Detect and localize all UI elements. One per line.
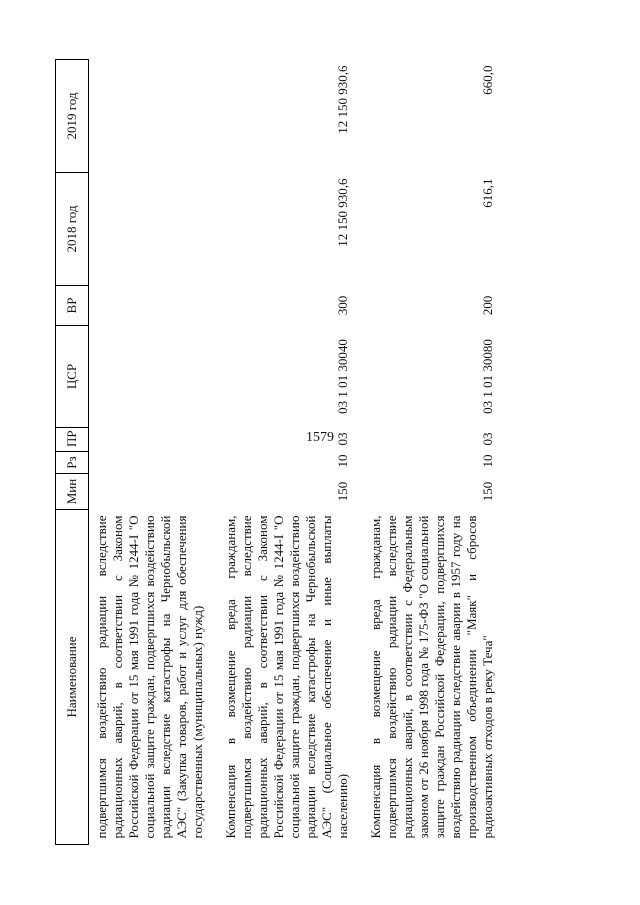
row-name: подвергшимся воздействию радиации вследствие радиационных аварий, в соответствии с Законом Российской Федерации от 15 мая 1991 года № 1244-I "О социальной защите граждан, подвергшихся воздействию радиации вследствие катастрофы на Чернобыльской АЭС" (Закупка товаров, работ и услуг для обеспечения государственных (муниципальных) нужд)	[94, 515, 205, 839]
budget-table	[55, 59, 508, 845]
row-min	[89, 474, 219, 510]
table-row	[218, 60, 363, 845]
row-csr: 03 1 01 30040	[335, 339, 350, 414]
header-2018: 2018 год	[56, 173, 89, 286]
row-2019: 660,0	[480, 65, 495, 95]
table-header-row	[56, 60, 89, 845]
row-2018: 12 150 930,6	[335, 178, 350, 247]
header-vr: ВР	[56, 286, 89, 326]
header-pr: ПР	[56, 428, 89, 452]
page-number: 1579	[306, 430, 334, 445]
header-2019: 2019 год	[56, 60, 89, 173]
row-2018: 616,1	[480, 178, 495, 208]
row-2019: 12 150 930,6	[335, 65, 350, 134]
row-rz: 10	[335, 454, 350, 468]
header-name: Наименование	[56, 510, 89, 845]
rotated-table-container	[55, 60, 590, 845]
row-min: 150	[335, 481, 350, 502]
row-rz	[89, 452, 219, 474]
row-vr: 200	[480, 295, 495, 316]
row-rz: 10	[480, 454, 495, 468]
row-vr: 300	[335, 295, 350, 316]
header-csr: ЦСР	[56, 326, 89, 428]
row-pr: 03	[335, 432, 350, 446]
row-2018	[89, 173, 219, 286]
row-csr: 03 1 01 30080	[480, 339, 495, 414]
row-pr	[89, 428, 219, 452]
header-min: Мин	[56, 474, 89, 510]
table-row	[363, 60, 508, 845]
header-rz: Рз	[56, 452, 89, 474]
row-min: 150	[480, 481, 495, 502]
row-vr	[89, 286, 219, 326]
row-2019	[89, 60, 219, 173]
row-name: Компенсация в возмещение вреда гражданам, подвергшимся воздействию радиации вследствие радиационных аварий, в соответствии с Законом Российской Федерации от 15 мая 1991 года № 1244-I "О социальной защите граждан, подвергшихся воздействию радиации вследствие катастрофы на Чернобыльской АЭС" (Социальное обеспечение и иные выплаты населению)	[223, 515, 350, 839]
row-csr	[89, 326, 219, 428]
row-pr: 03	[480, 432, 495, 446]
table-row	[89, 60, 219, 845]
row-name: Компенсация в возмещение вреда гражданам, подвергшимся воздействию радиации вследствие радиационных аварий, в соответствии с Федеральным законом от 26 ноября 1998 года № 175-ФЗ "О социальной защите граждан Российской Федерации, подвергшихся воздействию радиации вследствие аварии в 1957 году на производственном объединении "Маяк" и сбросов радиоактивных отходов в реку Теча"	[368, 515, 495, 839]
